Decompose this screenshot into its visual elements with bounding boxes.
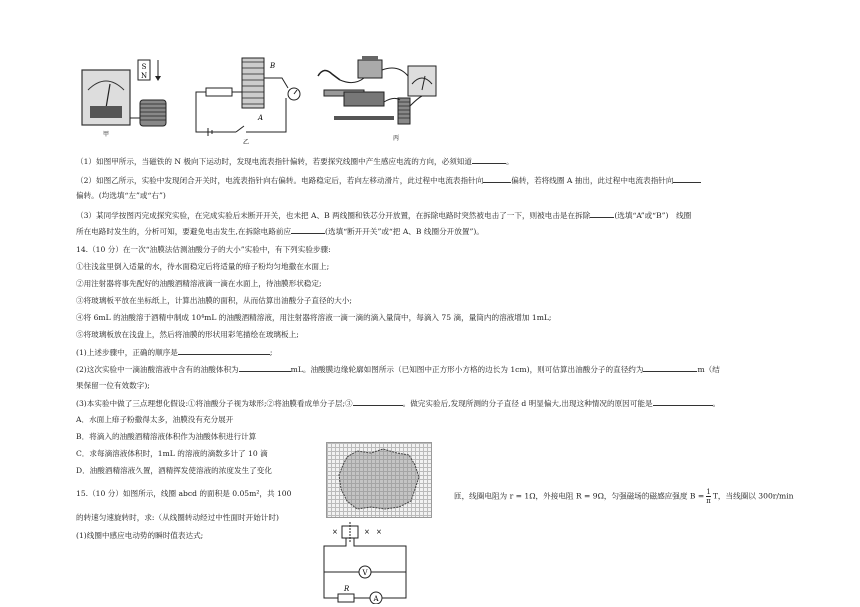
q14-question-2-cont: 果保留一位有效数字); bbox=[76, 381, 150, 390]
blank-q13-3b[interactable] bbox=[291, 225, 325, 234]
q14-option-d: D．油酸酒精溶液久置，酒精挥发使溶液的浓度发生了变化 bbox=[76, 466, 272, 475]
ammeter-label: A bbox=[373, 595, 379, 603]
q14-title: 14.（10 分）在一次“油膜法估测油酸分子的大小”实验中，有下列实验步骤: bbox=[76, 245, 331, 254]
oil-film-grid-figure bbox=[326, 442, 432, 518]
q13-part1: （1）如图甲所示，当磁铁的 N 极向下运动时，发现电流表指针偏转，若要探究线圈中产生感应电流的方向，必须知道 。 bbox=[76, 157, 514, 166]
q15-text-b: 匝，线圈电阻为 r = 1Ω，外接电阻 R = 9Ω，匀强磁场的磁感应强度 B = $\frac{1}{\pi}$ T，当线圈以 300r/min bbox=[454, 488, 794, 505]
q14-step-5: ⑤将玻璃板放在浅盘上，然后将油膜的形状用彩笔描绘在玻璃板上; bbox=[76, 330, 299, 339]
q15-text-d: 的转速匀速旋转时，求:（从线圈转动经过中性面时开始计时) bbox=[76, 513, 279, 522]
figure-jia-caption: 甲 bbox=[102, 131, 110, 138]
figure-jia bbox=[80, 48, 190, 138]
figure-bing-caption: 丙 bbox=[392, 135, 400, 142]
blank-q14-2b[interactable] bbox=[643, 363, 697, 372]
label-a: A bbox=[258, 114, 264, 122]
fraction-1-over-pi: $\frac{1}{\pi}$ bbox=[706, 488, 711, 505]
q15-question-1: (1)线圈中感应电动势的瞬时值表达式; bbox=[76, 531, 204, 540]
q14-step-3: ③将玻璃板平放在坐标纸上，计算出油膜的面积，从而估算出油酸分子直径的大小; bbox=[76, 296, 352, 305]
q14-option-b: B．将滴入的油酸酒精溶液体积作为油酸体积进行计算 bbox=[76, 432, 257, 441]
q13-part3: （3）某同学按图丙完成探究实验，在完成实验后未断开开关，也未把 A、B 两线圈和铁芯分开放置，在拆除电路时突然被电击了一下，则被电击是在拆除 (选填“A”或“B”) 线圈 bbox=[76, 211, 692, 220]
blank-q13-3a[interactable] bbox=[590, 209, 614, 218]
q13-part3-cont: 所在电路时发生的，分析可知，要避免电击发生,在拆除电路前应 (选填“断开开关”或“把 A、B 线圈分开放置”)。 bbox=[76, 227, 484, 236]
field-x-mark: × bbox=[364, 528, 370, 536]
voltmeter-label: V bbox=[362, 569, 368, 577]
q13-part2: （2）如图乙所示，实验中发现闭合开关时，电流表指针向右偏转。电路稳定后，若向左移动滑片，此过程中电流表指针向 偏转，若将线圈 A 抽出，此过程中电流表指针向 bbox=[76, 174, 701, 186]
q14-step-2: ②用注射器将事先配好的油酸酒精溶液滴一滴在水面上，待油膜形状稳定; bbox=[76, 279, 322, 288]
q14-question-3: (3)本实验中做了三点理想化假设:①将油酸分子视为球形;②将油膜看成单分子层;③ 。做完实验后,发现所测的分子直径 d 明显偏大,出现这种情况的原因可能是 。 bbox=[76, 399, 721, 408]
field-x-mark: × bbox=[376, 528, 382, 536]
q14-step-4: ④将 6mL 的油酸溶于酒精中制成 10⁴mL 的油酸酒精溶液，用注射器将溶液一滴一滴的滴入量筒中，每滴入 75 滴，量筒内的溶液增加 1mL; bbox=[76, 313, 552, 322]
q14-question-1: (1)上述步骤中，正确的顺序是 ; bbox=[76, 348, 273, 357]
q14-option-a: A．水面上痱子粉撒得太多，油膜没有充分展开 bbox=[76, 415, 234, 424]
figure-yi-caption: 乙 bbox=[242, 139, 250, 146]
figure-yi bbox=[186, 48, 306, 148]
magnet-s-label: S bbox=[141, 63, 147, 71]
figure-generator-circuit bbox=[318, 522, 412, 604]
blank-q14-2a[interactable] bbox=[239, 363, 291, 372]
field-x-mark: × bbox=[332, 528, 338, 536]
label-b: B bbox=[270, 62, 276, 70]
q13-part2-note: 偏转。(均选填“左”或“右”) bbox=[76, 191, 166, 200]
magnet-n-label: N bbox=[140, 72, 148, 80]
blank-q14-3a[interactable] bbox=[353, 397, 403, 406]
figure-bing bbox=[314, 46, 444, 144]
q14-option-c: C．求每滴溶液体积时，1mL 的溶液的滴数多计了 10 滴 bbox=[76, 449, 268, 458]
blank-q14-3b[interactable] bbox=[653, 397, 713, 406]
q14-question-2: (2)这次实验中一滴油酸溶液中含有的油酸体积为 mL。油酸膜边缘轮廓如图所示（已知图中正方形小方格的边长为 1cm)，则可估算出油酸分子的直径约为 m（结 bbox=[76, 365, 720, 374]
blank-q13-2a[interactable] bbox=[483, 174, 511, 183]
resistor-label: R bbox=[344, 585, 350, 593]
blank-q13-2b[interactable] bbox=[673, 174, 701, 183]
q14-step-1: ①往浅盆里倒入适量的水，待水面稳定后将适量的痱子粉均匀地撒在水面上; bbox=[76, 262, 330, 271]
blank-q13-1[interactable] bbox=[472, 155, 506, 164]
blank-q14-1[interactable] bbox=[178, 346, 270, 355]
q15-text-a: 15.（10 分）如图所示，线圈 abcd 的面积是 0.05m²，共 100 bbox=[76, 489, 292, 498]
